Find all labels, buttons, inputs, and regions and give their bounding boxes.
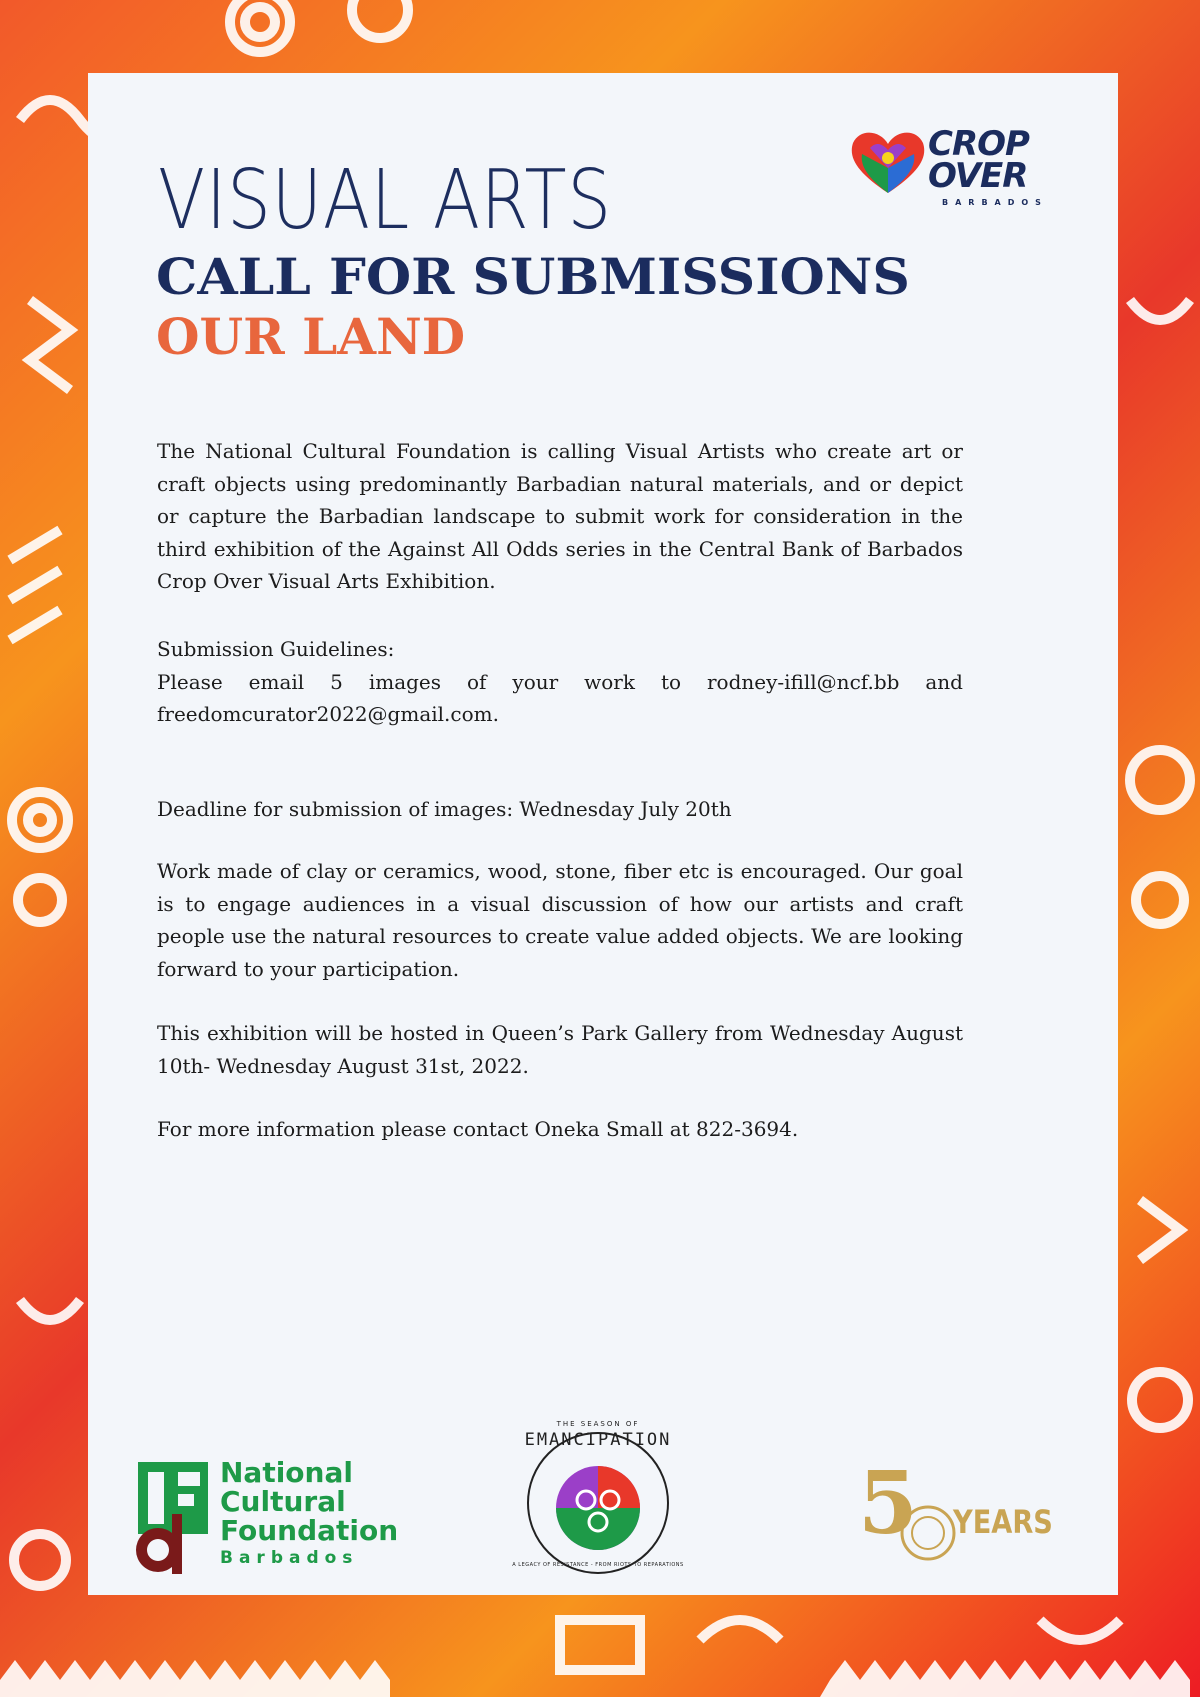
- work-info-paragraph: Work made of clay or ceramics, wood, stone, fiber etc is encouraged. Our goal is to engage audiences in a visual discussion of how our artists and craft people use the natural resources to create value added objects. We are looking forward to your participation.: [157, 859, 963, 981]
- page-title: VISUAL ARTS: [158, 153, 612, 248]
- exhibition-info-paragraph: This exhibition will be hosted in Queen’s Park Gallery from Wednesday August 10th- Wednesday August 31st, 2022.: [157, 1021, 963, 1078]
- guidelines-heading: Submission Guidelines:: [157, 637, 395, 661]
- crop-over-line2: OVER: [928, 156, 1028, 196]
- fifty-years-number: 5: [858, 1453, 918, 1554]
- emancipation-logo: [508, 1408, 688, 1588]
- crop-over-line1: CROP: [928, 124, 1029, 164]
- guidelines-block: [157, 633, 963, 731]
- ncf-emblem-icon: [128, 1458, 214, 1578]
- theme-title: OUR LAND: [156, 307, 466, 366]
- guidelines-text: Please email 5 images of your work to rodney-ifill@ncf.bb and freedomcurator2022@gmail.com.: [157, 669, 963, 726]
- deadline-text: Deadline for submission of images: Wednesday July 20th: [157, 797, 732, 821]
- fifty-years-logo: [858, 1453, 1058, 1573]
- ncf-wordmark: [220, 1458, 398, 1545]
- emancipation-wordmark: EMANCIPATION: [524, 1430, 672, 1450]
- seal-icon: [898, 1503, 958, 1563]
- crop-over-logo: [848, 124, 1068, 218]
- crop-over-wordmark: [928, 124, 1029, 196]
- page-subtitle: CALL FOR SUBMISSIONS: [156, 247, 910, 306]
- emancipation-top-text: THE SEASON OF: [556, 1420, 640, 1428]
- emancipation-bottom-text: A LEGACY OF RESISTANCE - FROM RIOTS TO REPARATIONS: [512, 1562, 684, 1568]
- crop-over-sub: BARBADOS: [942, 198, 1048, 207]
- ncf-sub: Barbados: [220, 1548, 359, 1568]
- contact-text: For more information please contact Oneka Small at 822-3694.: [157, 1117, 799, 1141]
- ncf-line2: Cultural: [220, 1485, 346, 1518]
- intro-paragraph: The National Cultural Foundation is calling Visual Artists who create art or craft objects using predominantly Barbadian natural materials, and or depict or capture the Barbadian landscape to submit work for consideration in the third exhibition of the Against All Odds series in the Central Bank of Barbados Crop Over Visual Arts Exhibition.: [157, 439, 963, 593]
- ncf-line1: National: [220, 1456, 353, 1489]
- ncf-line3: Foundation: [220, 1514, 399, 1547]
- content-card: [88, 73, 1118, 1595]
- ncf-logo: [128, 1458, 418, 1578]
- heart-icon: [848, 128, 928, 198]
- fifty-years-label: YEARS: [953, 1503, 1053, 1541]
